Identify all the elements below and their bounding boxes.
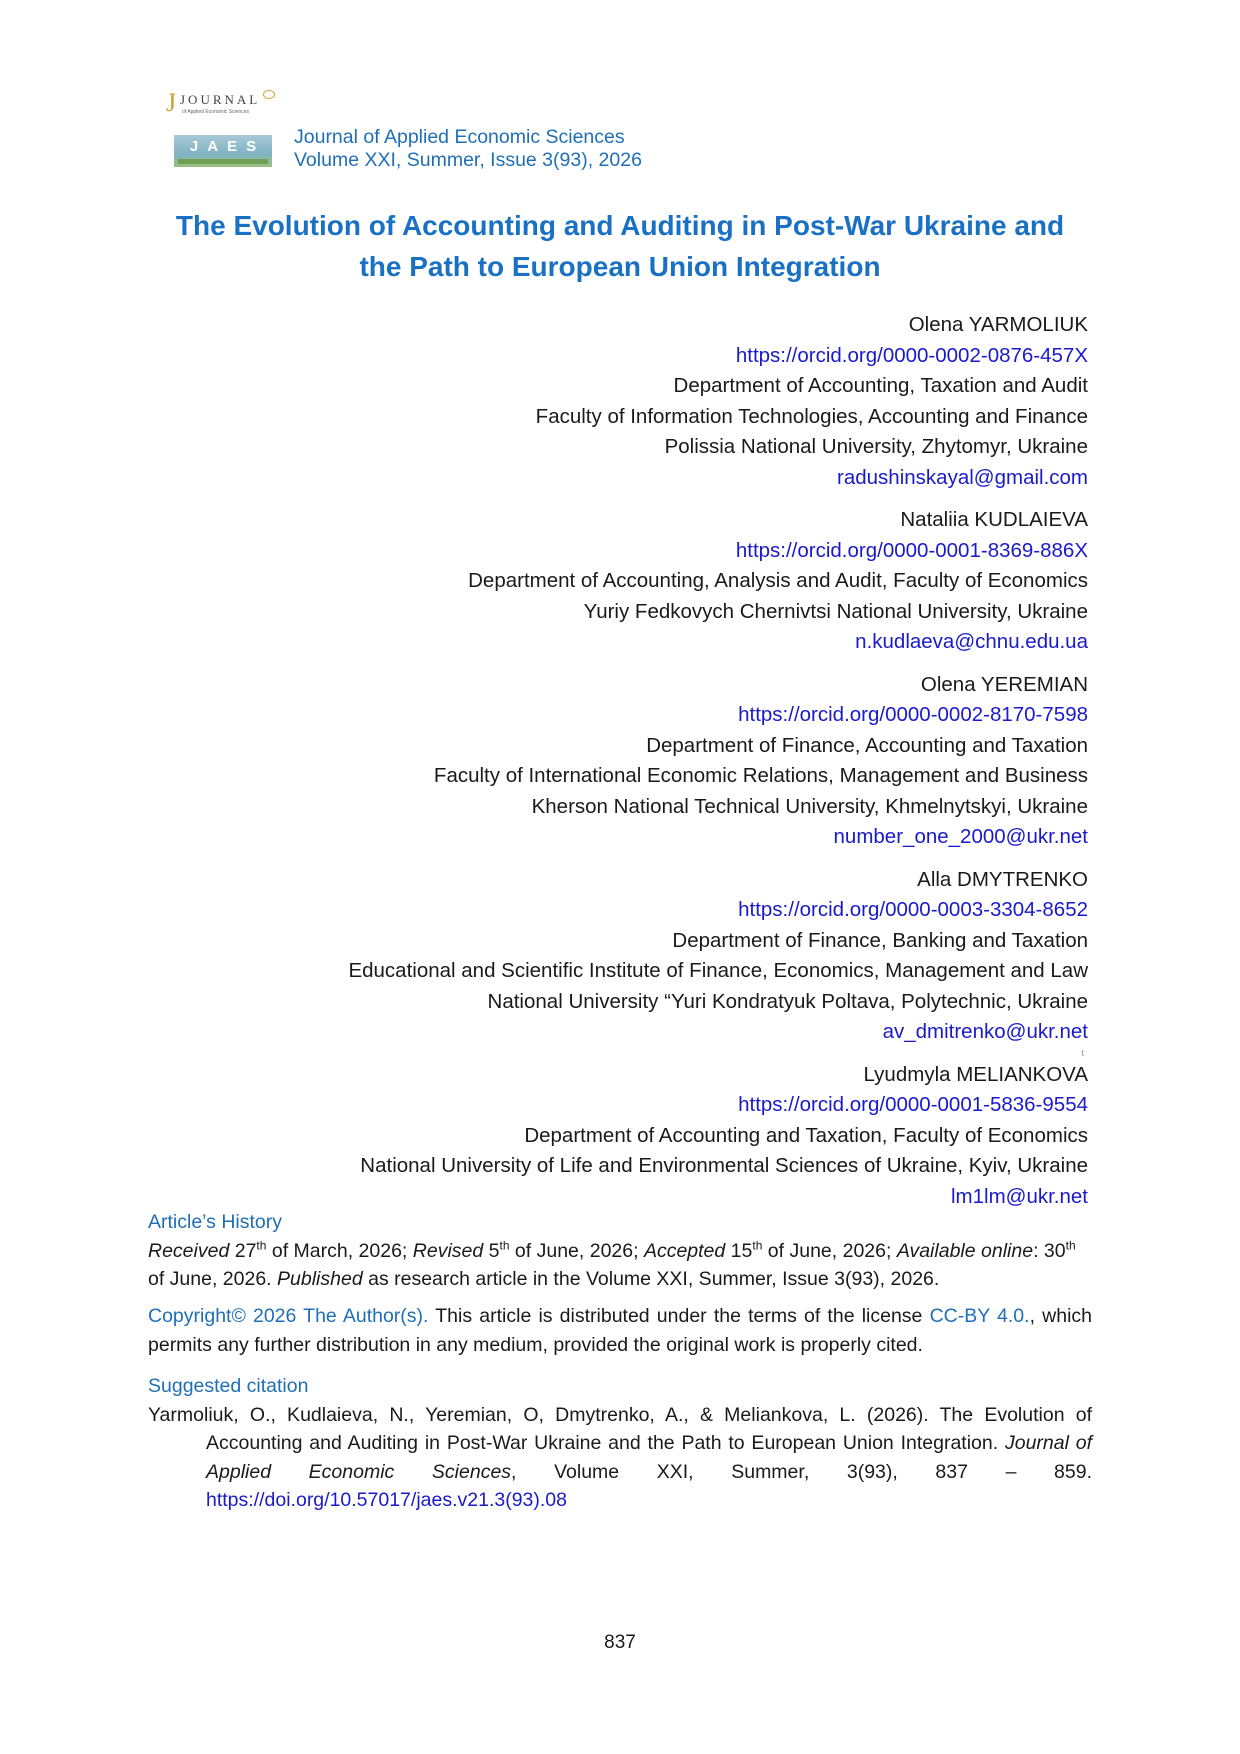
copyright-text: Copyright© 2026 The Author(s). This article is distributed under the terms of the license CC-BY 4.0., which permits any further distribution in any medium, provided the original work is properly cited. <box>148 1305 1093 1356</box>
jaes-logo-text: JAES <box>189 138 266 155</box>
copyright-notice <box>148 1302 1092 1359</box>
volume-line: Volume XXI, Summer, Issue 3(93), 2026 <box>294 149 642 171</box>
email-link[interactable]: radushinskayal@gmail.com <box>837 465 1088 489</box>
author-list <box>348 310 1088 1224</box>
author-affiliation: Department of Finance, Banking and Taxation <box>672 928 1088 952</box>
journal-name: Journal of Applied Economic Sciences <box>294 126 625 148</box>
author-affiliation: Educational and Scientific Institute of Finance, Economics, Management and Law <box>348 959 1088 982</box>
author-affiliation: Faculty of International Economic Relations, Management and Business <box>433 764 1088 787</box>
email-link[interactable]: av_dmitrenko@ukr.net <box>882 1020 1088 1043</box>
author-affiliation: Faculty of Information Technologies, Accounting and Finance <box>535 404 1088 428</box>
journal-logo-subtitle: of Applied Economic Sciences <box>182 109 249 115</box>
author-block <box>348 865 1088 1048</box>
author-affiliation: National University “Yuri Kondratyuk Poltava, Polytechnic, Ukraine <box>487 989 1088 1013</box>
author-name: Lyudmyla MELIANKOVA <box>863 1062 1088 1086</box>
citation-text: Yarmoliuk, O., Kudlaieva, N., Yeremian, O, Dmytrenko, A., & Meliankova, L. (2026). The Evolution of Accounting and Auditing in Post-War Ukraine and the Path to European Union Integration. Journal of Applied Economic Sciences, Volume XXI, Summer, 3(93), 837 – 859. https://doi.org/10.57017/jaes.v21.3(93).08 <box>148 1403 1092 1511</box>
journal-logo-text: JOURNAL <box>180 92 261 107</box>
journal-header <box>294 126 642 172</box>
paper-title-line-1: The Evolution of Accounting and Auditing in Post-War Ukraine and <box>175 210 1065 241</box>
license-link[interactable]: CC-BY 4.0. <box>929 1305 1030 1327</box>
author-block <box>348 310 1088 493</box>
jaes-logo <box>174 135 272 167</box>
orcid-link[interactable]: https://orcid.org/0000-0002-0876-457X <box>735 343 1088 367</box>
author-block <box>348 505 1088 658</box>
citation-heading: Suggested citation <box>148 1375 309 1397</box>
author-affiliation: Department of Accounting and Taxation, Faculty of Economics <box>524 1123 1088 1147</box>
email-link[interactable]: number_one_2000@ukr.net <box>833 825 1088 848</box>
paper-title <box>130 205 1110 287</box>
article-history <box>148 1208 1092 1294</box>
suggested-citation <box>148 1372 1092 1515</box>
orcid-link[interactable]: https://orcid.org/0000-0001-8369-886X <box>735 538 1088 562</box>
page-number: 837 <box>604 1632 636 1653</box>
email-link[interactable]: lm1lm@ukr.net <box>950 1184 1088 1208</box>
author-block <box>348 670 1088 853</box>
orcid-link[interactable]: https://orcid.org/0000-0001-5836-9554 <box>738 1093 1088 1116</box>
paper-title-line-2: the Path to European Union Integration <box>359 251 881 282</box>
author-name: Olena YARMOLIUK <box>908 313 1088 336</box>
history-heading: Article’s History <box>148 1211 282 1233</box>
author-name: Olena YEREMIAN <box>920 672 1088 696</box>
author-affiliation: Kherson National Technical University, Khmelnytskyi, Ukraine <box>531 794 1088 818</box>
author-affiliation: Department of Accounting, Analysis and Audit, Faculty of Economics <box>468 569 1088 592</box>
journal-logo-ring-icon <box>263 90 275 99</box>
jaes-logo-bar <box>178 159 268 164</box>
author-block <box>348 1060 1088 1213</box>
author-name: Alla DMYTRENKO <box>917 867 1088 891</box>
orcid-link[interactable]: https://orcid.org/0000-0003-3304-8652 <box>738 898 1088 921</box>
copyright-lead: Copyright© 2026 The Author(s). <box>148 1305 429 1327</box>
author-affiliation: Department of Accounting, Taxation and Audit <box>673 374 1088 397</box>
author-name: Nataliia KUDLAIEVA <box>900 508 1088 531</box>
doi-link[interactable]: https://doi.org/10.57017/jaes.v21.3(93).08 <box>206 1489 567 1511</box>
author-affiliation: Department of Finance, Accounting and Taxation <box>646 733 1088 757</box>
author-affiliation: Yuriy Fedkovych Chernivtsi National University, Ukraine <box>583 599 1088 623</box>
orcid-link[interactable]: https://orcid.org/0000-0002-8170-7598 <box>738 703 1088 726</box>
history-text: Received 27th of March, 2026; Revised 5th of June, 2026; Accepted 15th of June, 2026; Available online: 30th of June, 2026. Published as research article in the Volume XXI, Summer, Issue 3(93), 2026. <box>148 1238 1076 1290</box>
email-link[interactable]: n.kudlaeva@chnu.edu.ua <box>855 630 1088 653</box>
author-affiliation: National University of Life and Environmental Sciences of Ukraine, Kyiv, Ukraine <box>360 1154 1088 1177</box>
stray-mark: t <box>1081 1048 1084 1058</box>
author-affiliation: Polissia National University, Zhytomyr, Ukraine <box>664 435 1088 458</box>
journal-logo-initial: J <box>166 88 177 117</box>
journal-logo <box>166 90 286 120</box>
